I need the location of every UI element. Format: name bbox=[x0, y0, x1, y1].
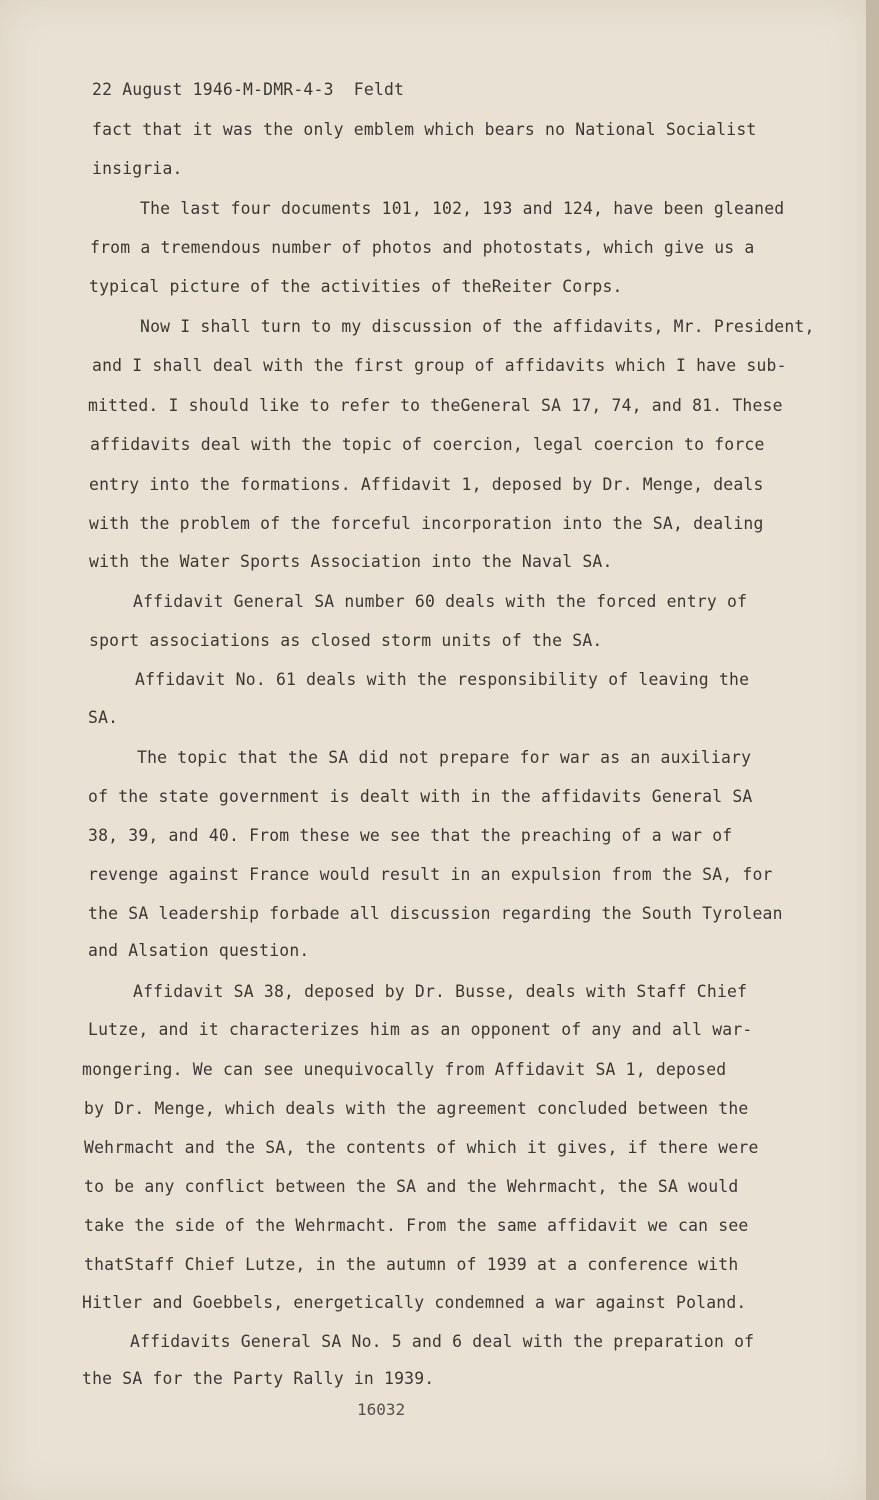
document-header: 22 August 1946-M-DMR-4-3 Feldt bbox=[92, 80, 405, 99]
text-line: to be any conflict between the SA and the Wehrmacht, the SA would bbox=[84, 1177, 739, 1196]
text-line: from a tremendous number of photos and photostats, which give us a bbox=[90, 238, 755, 257]
text-line: The last four documents 101, 102, 193 and 124, have been gleaned bbox=[140, 199, 785, 218]
text-line: with the Water Sports Association into the Naval SA. bbox=[89, 552, 613, 571]
text-line: The topic that the SA did not prepare for war as an auxiliary bbox=[137, 748, 752, 767]
text-line: the SA for the Party Rally in 1939. bbox=[82, 1369, 435, 1388]
text-line: revenge against France would result in an expulsion from the SA, for bbox=[88, 865, 773, 884]
text-line: Affidavit No. 61 deals with the responsibility of leaving the bbox=[135, 670, 750, 689]
text-line: Affidavit SA 38, deposed by Dr. Busse, deals with Staff Chief bbox=[133, 982, 748, 1001]
text-line: the SA leadership forbade all discussion regarding the South Tyrolean bbox=[88, 904, 783, 923]
text-line: Lutze, and it characterizes him as an opponent of any and all war- bbox=[88, 1020, 753, 1039]
text-line: insigria. bbox=[92, 159, 183, 178]
text-line: with the problem of the forceful incorporation into the SA, dealing bbox=[89, 514, 764, 533]
text-line: affidavits deal with the topic of coercion, legal coercion to force bbox=[90, 435, 765, 454]
text-line: sport associations as closed storm units of the SA. bbox=[89, 631, 603, 650]
text-line: SA. bbox=[88, 708, 119, 727]
text-line: Now I shall turn to my discussion of the affidavits, Mr. President, bbox=[140, 317, 815, 336]
text-line: thatStaff Chief Lutze, in the autumn of 1939 at a conference with bbox=[84, 1255, 739, 1274]
text-line: mitted. I should like to refer to theGeneral SA 17, 74, and 81. These bbox=[88, 396, 783, 415]
text-line: Hitler and Goebbels, energetically condemned a war against Poland. bbox=[82, 1293, 747, 1312]
text-line: 38, 39, and 40. From these we see that the preaching of a war of bbox=[88, 826, 733, 845]
text-line: take the side of the Wehrmacht. From the same affidavit we can see bbox=[84, 1216, 749, 1235]
text-line: typical picture of the activities of theReiter Corps. bbox=[89, 277, 623, 296]
text-line: entry into the formations. Affidavit 1, deposed by Dr. Menge, deals bbox=[89, 475, 764, 494]
text-line: Wehrmacht and the SA, the contents of which it gives, if there were bbox=[84, 1138, 759, 1157]
text-line: fact that it was the only emblem which bears no National Socialist bbox=[92, 120, 757, 139]
text-line: Affidavits General SA No. 5 and 6 deal with the preparation of bbox=[130, 1332, 755, 1351]
text-line: by Dr. Menge, which deals with the agreement concluded between the bbox=[84, 1099, 749, 1118]
text-line: Affidavit General SA number 60 deals with the forced entry of bbox=[133, 592, 748, 611]
page-edge bbox=[866, 0, 879, 1500]
text-line: of the state government is dealt with in the affidavits General SA bbox=[88, 787, 753, 806]
text-line: mongering. We can see unequivocally from Affidavit SA 1, deposed bbox=[82, 1060, 727, 1079]
text-line: and Alsation question. bbox=[88, 941, 310, 960]
page-number: 16032 bbox=[357, 1400, 406, 1419]
text-line: and I shall deal with the first group of affidavits which I have sub- bbox=[92, 356, 787, 375]
